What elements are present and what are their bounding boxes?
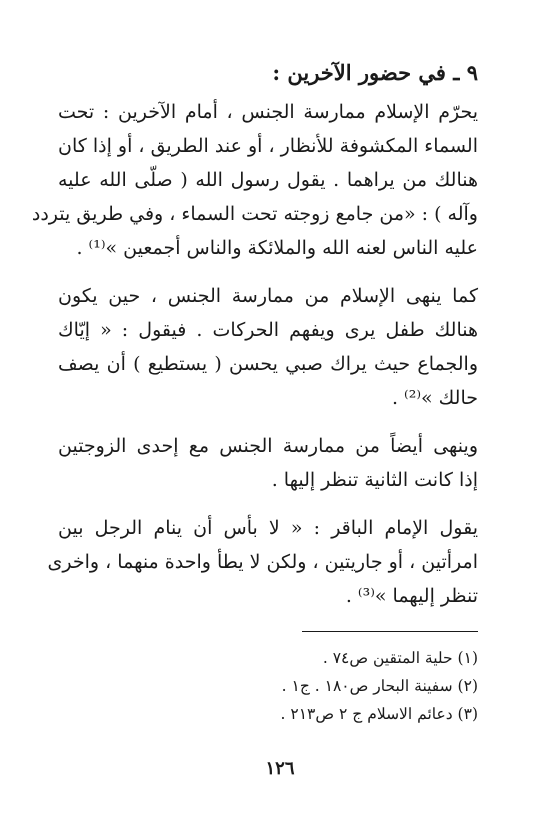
section-heading: ٩ ـ في حضور الآخرين : [272,60,478,85]
paragraph-4 [47,511,478,613]
footnote-1: (١) حلية المتقين ص٧٤ . [322,649,478,667]
paragraph-1 [31,95,478,265]
paragraph-line: امرأتين ، أو جاريتين ، ولكن لا يطأ واحدة منهما ، واخرى [47,551,478,573]
book-page [31,55,478,728]
paragraph-line: هنالك طفل يرى ويفهم الحركات . فيقول : « إيّاك [58,319,478,341]
footnote-3: (٣) دعائم الاسلام ج ٢ ص٢١٣ . [280,705,478,723]
paragraph-line: كما ينهى الإسلام من ممارسة الجنس ، حين يكون [58,285,478,307]
footnotes [58,644,478,728]
paragraph-line: وينهى أيضاً من ممارسة الجنس مع إحدى الزوجتين [58,435,478,457]
paragraph-line: حالك »⁽²⁾ . [391,387,478,409]
paragraph-3 [58,429,478,497]
footnote-2: (٢) سفينة البحار ص١٨٠ . ج١ . [281,677,478,695]
paragraph-line: يحرّم الإسلام ممارسة الجنس ، أمام الآخرين : تحت [58,101,478,123]
paragraph-line: هنالك من يراهما . يقول رسول الله ( صلّى الله عليه [58,169,478,191]
paragraph-line: تنظر إليهما »⁽³⁾ . [345,585,478,607]
paragraph-line: والجماع حيث يراك صبي يحسن ( يستطيع ) أن يصف [58,353,478,375]
page-number: ١٢٦ [265,758,295,779]
paragraph-line: وآله ) : «من جامع زوجته تحت السماء ، وفي طريق يتردد [31,203,478,225]
paragraph-line: يقول الإمام الباقر : « لا بأس أن ينام الرجل بين [58,517,478,539]
paragraph-line: عليه الناس لعنه الله والملائكة والناس أجمعين »⁽¹⁾ . [76,237,478,259]
paragraph-2 [58,279,478,415]
paragraph-line: السماء المكشوفة للأنظار ، أو عند الطريق ، أو إذا كان [58,135,478,157]
paragraph-line: إذا كانت الثانية تنظر إليها . [271,469,478,491]
footnote-divider [302,631,478,632]
